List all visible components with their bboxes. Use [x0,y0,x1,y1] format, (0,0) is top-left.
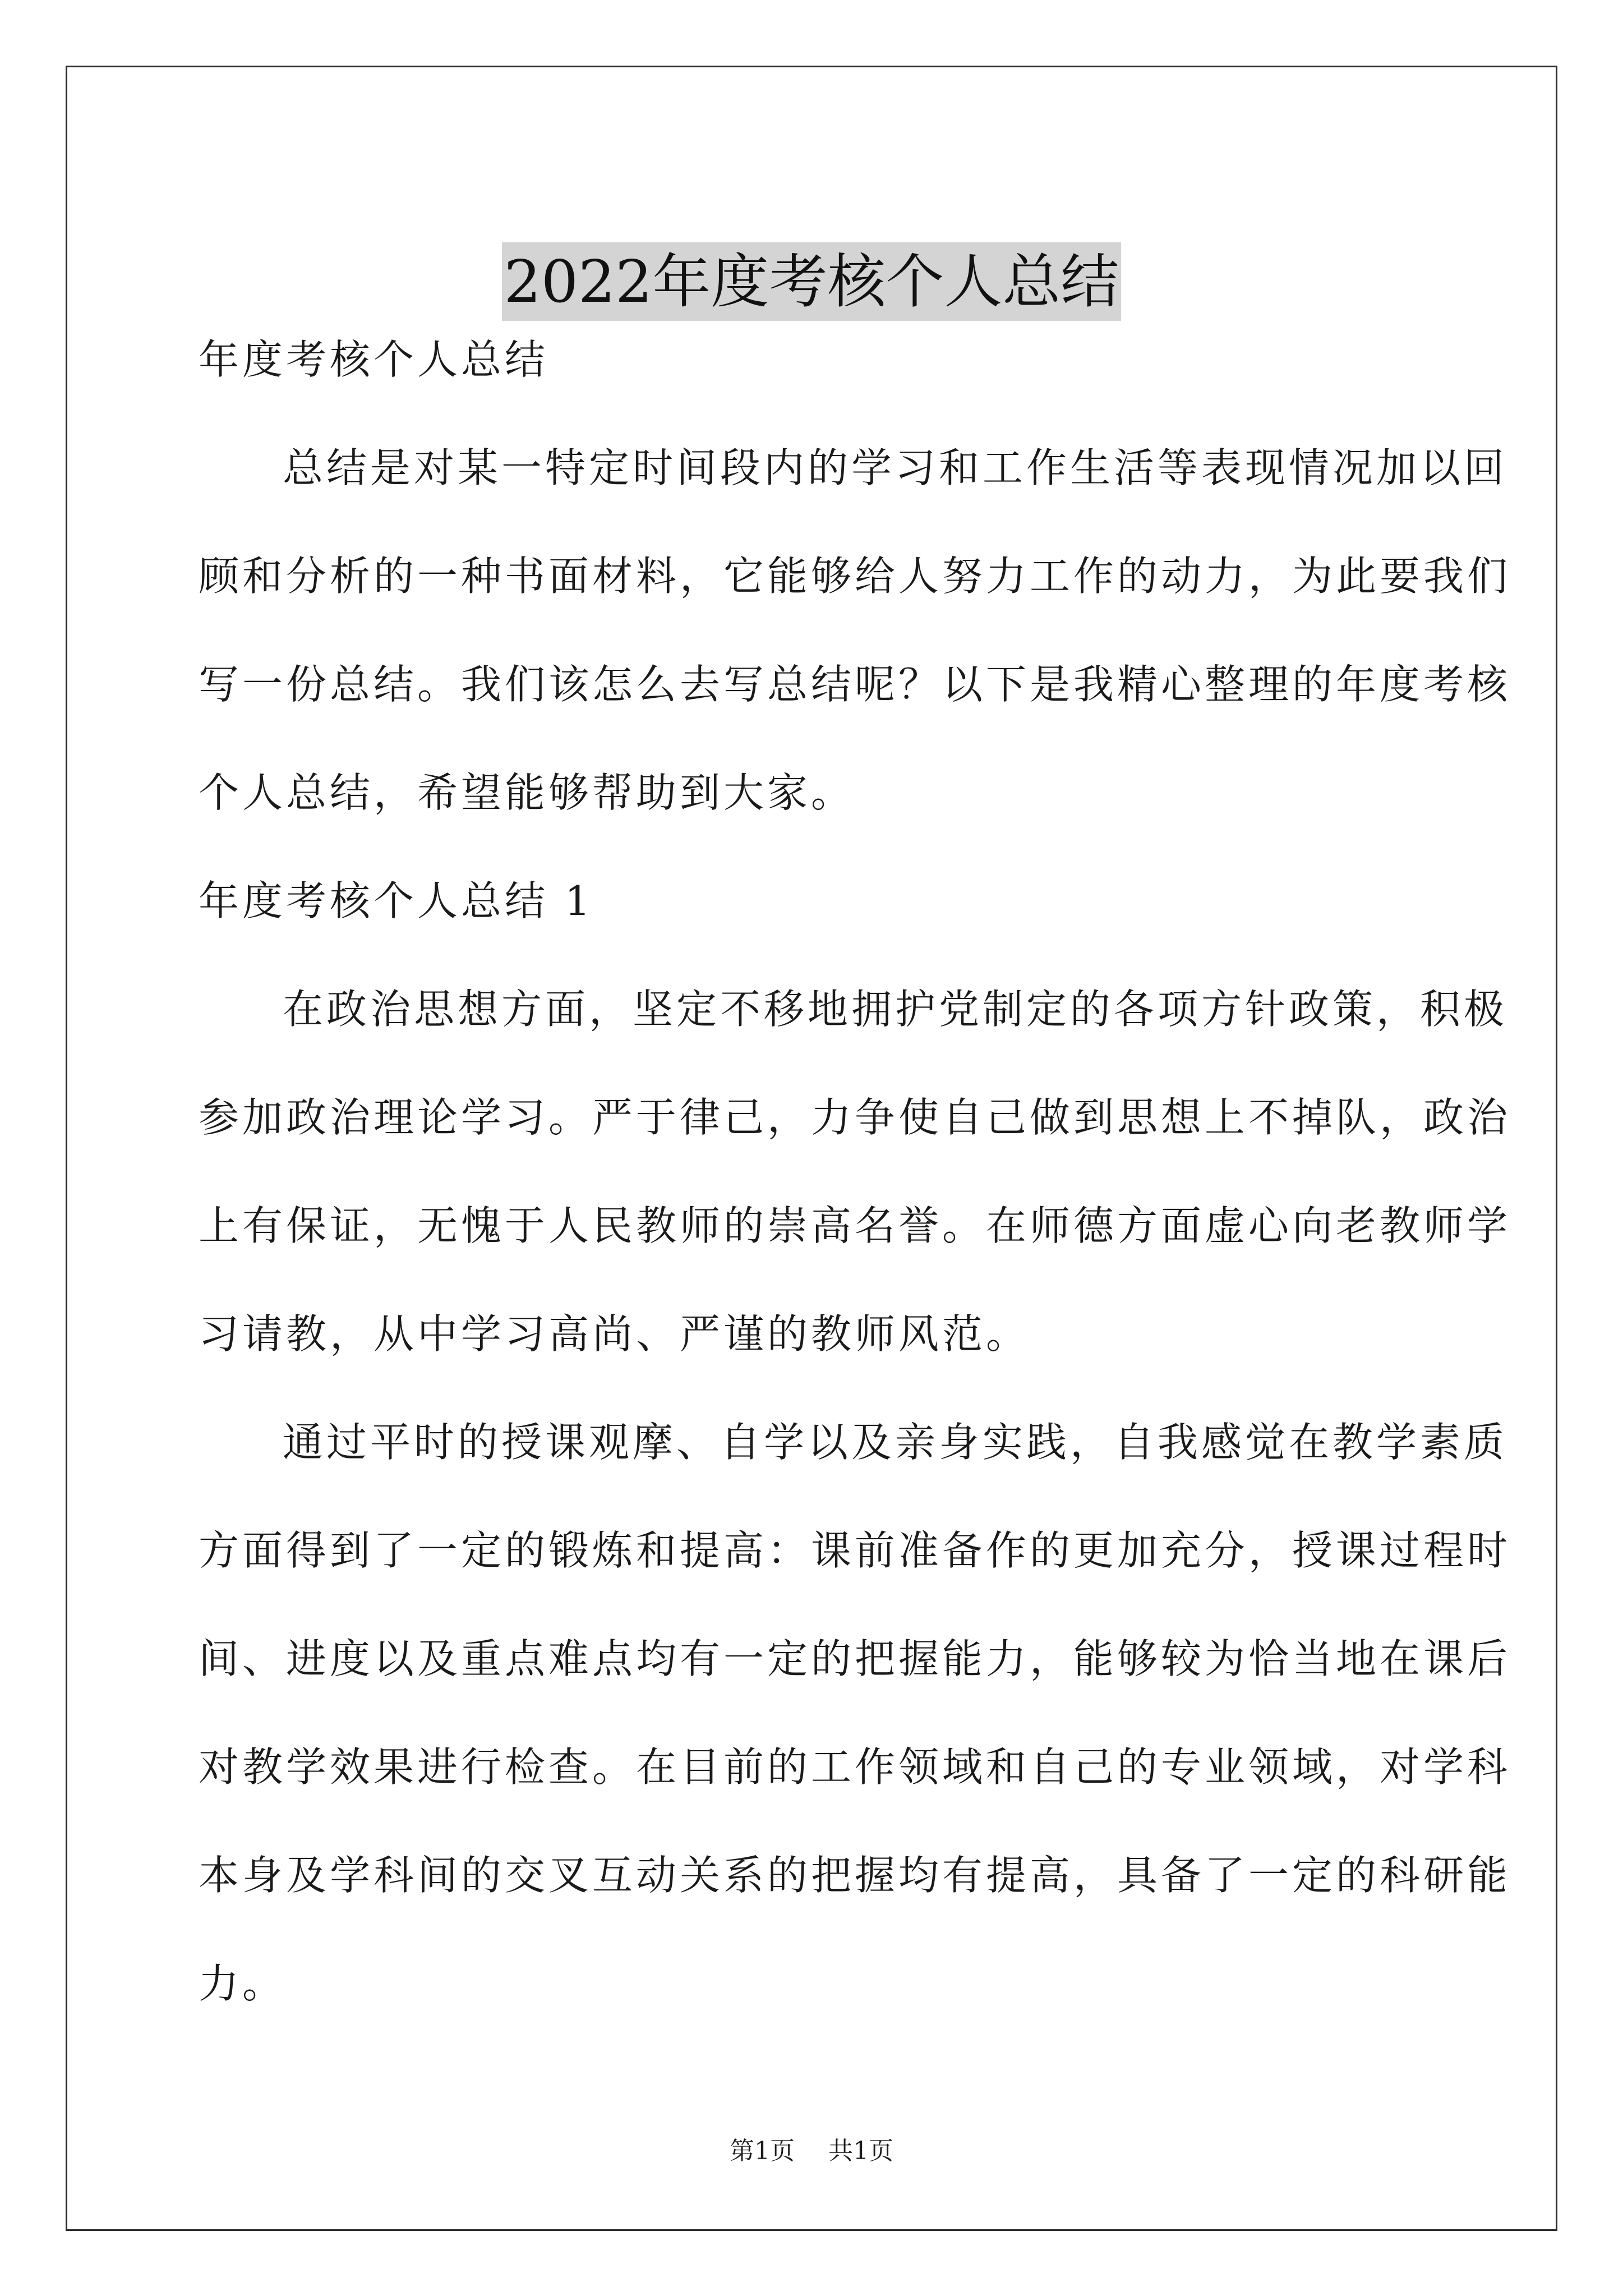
text-line: 年度考核个人总结 [199,336,549,383]
text-line: 习请教，从中学习高尚、严谨的教师风范。 [199,1310,1030,1358]
text-line: 方面得到了一定的锻炼和提高：课前准备作的更加充分，授课过程时 [199,1527,1511,1574]
text-line: 在政治思想方面，坚定不移地拥护党制定的各项方针政策，积极 [283,986,1508,1033]
section-heading: 年度考核个人总结 1 [199,877,594,924]
document-title: 2022年度考核个人总结 [502,242,1122,321]
text-line: 写一份总结。我们该怎么去写总结呢？以下是我精心整理的年度考核 [199,661,1511,708]
text-line: 参加政治理论学习。严于律己，力争使自己做到思想上不掉队，政治 [199,1094,1511,1141]
text-line: 顾和分析的一种书面材料，它能够给人努力工作的动力，为此要我们 [199,553,1511,600]
page-number-current: 第1页 [730,2137,795,2165]
text-line: 通过平时的授课观摩、自学以及亲身实践，自我感觉在教学素质 [283,1419,1508,1466]
page-number-total: 共1页 [828,2137,893,2165]
text-line: 对教学效果进行检查。在目前的工作领域和自己的专业领域，对学科 [199,1743,1511,1791]
text-line: 本身及学科间的交叉互动关系的把握均有提高，具备了一定的科研能 [199,1852,1511,1899]
page-footer [0,2134,1623,2168]
text-line: 间、进度以及重点难点均有一定的把握能力，能够较为恰当地在课后 [199,1635,1511,1682]
text-line: 力。 [199,1960,287,2007]
text-line: 上有保证，无愧于人民教师的崇高名誉。在师德方面虚心向老教师学 [199,1202,1511,1249]
document-body [199,306,1511,2038]
text-line: 总结是对某一特定时间段内的学习和工作生活等表现情况加以回 [283,444,1508,491]
text-line: 个人总结，希望能够帮助到大家。 [199,769,855,816]
